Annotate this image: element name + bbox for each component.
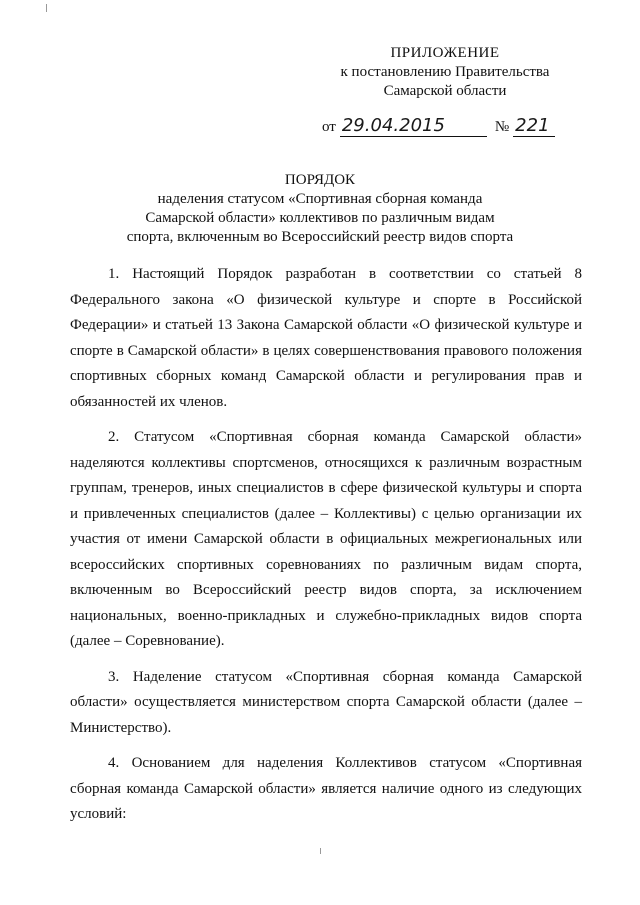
annex-line-1: к постановлению Правительства	[340, 64, 550, 80]
paragraph-4: 4. Основанием для наделения Коллективов статусом «Спортивная сборная команда Самарской области» является наличие одного из следующих условий:	[70, 755, 582, 822]
number-value: 221	[513, 116, 555, 137]
document-body	[70, 262, 582, 834]
document-reference	[322, 116, 582, 138]
date-value: 29.04.2015	[340, 116, 487, 137]
scan-mark-top	[46, 4, 47, 12]
document-title: ПОРЯДОК	[284, 172, 356, 188]
paragraph-1: 1. Настоящий Порядок разработан в соответствии со статьей 8 Федерального закона «О физической культуре и спорте в Российской Федерации» и статьей 13 Закона Самарской области «О физической культуре и спорте в Самарской области» в целях совершенствования правового положения спортивных сборных команд Самарской области и регулирования прав и обязанностей их членов.	[70, 266, 582, 410]
paragraph-3: 3. Наделение статусом «Спортивная сборная команда Самарской области» осуществляется министерством спорта Самарской области (далее – Министерство).	[70, 668, 582, 736]
annex-line-2: Самарской области	[383, 83, 507, 99]
subtitle-line-2: Самарской области» коллективов по различным видам	[145, 210, 495, 226]
subtitle-line-3: спорта, включенным во Всероссийский реестр видов спорта	[126, 229, 514, 245]
annex-header	[330, 44, 560, 101]
number-label: №	[494, 119, 510, 135]
document-title-block	[100, 171, 540, 247]
annex-title: ПРИЛОЖЕНИЕ	[390, 45, 500, 61]
scan-mark-bottom	[320, 848, 321, 854]
paragraph-2: 2. Статусом «Спортивная сборная команда Самарской области» наделяются коллективы спортсменов, относящихся к различным возрастным группам, тренеров, иных специалистов в сфере физической культуры и спорта и привлеченных специалистов (далее – Коллективы) с целью организации их участия от имени Самарской области в официальных межрегиональных или всероссийских спортивных соревнованиях по различным видам спорта, включенным во Всероссийский реестр видов спорта, за исключением национальных, военно-прикладных и служебно-прикладных видов спорта (далее – Соревнование).	[70, 429, 582, 649]
date-label: от	[322, 119, 336, 135]
subtitle-line-1: наделения статусом «Спортивная сборная команда	[157, 191, 483, 207]
